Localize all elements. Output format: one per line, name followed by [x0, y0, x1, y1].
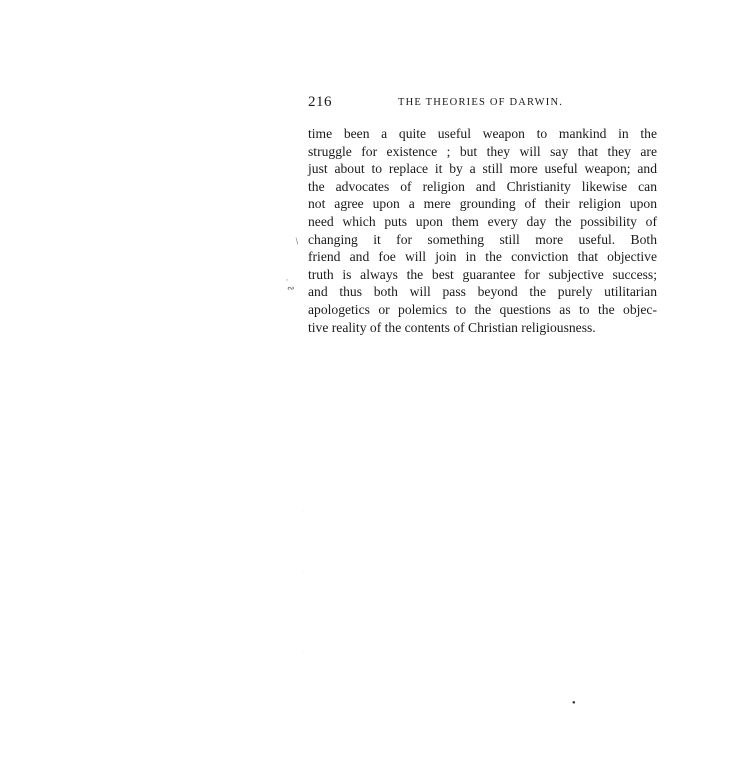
page-number: 216 — [308, 94, 332, 110]
text-line: apologetics or polemics to the questions as to the objec- — [308, 301, 657, 317]
text-line: and thus both will pass beyond the purely utilitarian — [308, 284, 657, 300]
text-line: just about to replace it by a still more useful weapon; and — [308, 161, 657, 177]
text-line: friend and foe will join in the conviction that objective — [308, 249, 657, 265]
ink-speck: · — [303, 570, 305, 575]
text-line: truth is always the best guarantee for subjective success; — [308, 266, 657, 282]
text-line: changing it for something still more useful. Both — [308, 231, 657, 247]
text-line: tive reality of the contents of Christian religiousness. — [308, 319, 596, 335]
pencil-mark: ∾ — [287, 283, 295, 293]
body-paragraph — [308, 125, 657, 336]
ink-speck: ● — [572, 700, 576, 706]
ink-speck: · — [303, 650, 305, 655]
page-header — [308, 94, 658, 114]
running-title: THE THEORIES OF DARWIN. — [398, 97, 564, 108]
text-line: need which puts upon them every day the possibility of — [308, 213, 657, 229]
ink-speck: · — [303, 510, 305, 515]
text-line: the advocates of religion and Christianity likewise can — [308, 178, 657, 194]
pencil-mark: / — [293, 236, 302, 247]
text-line: struggle for existence ; but they will say that they are — [308, 143, 657, 159]
text-line: time been a quite useful weapon to mankind in the — [308, 126, 657, 141]
pencil-mark: , — [286, 273, 288, 282]
text-line: not agree upon a mere grounding of their religion upon — [308, 196, 657, 212]
